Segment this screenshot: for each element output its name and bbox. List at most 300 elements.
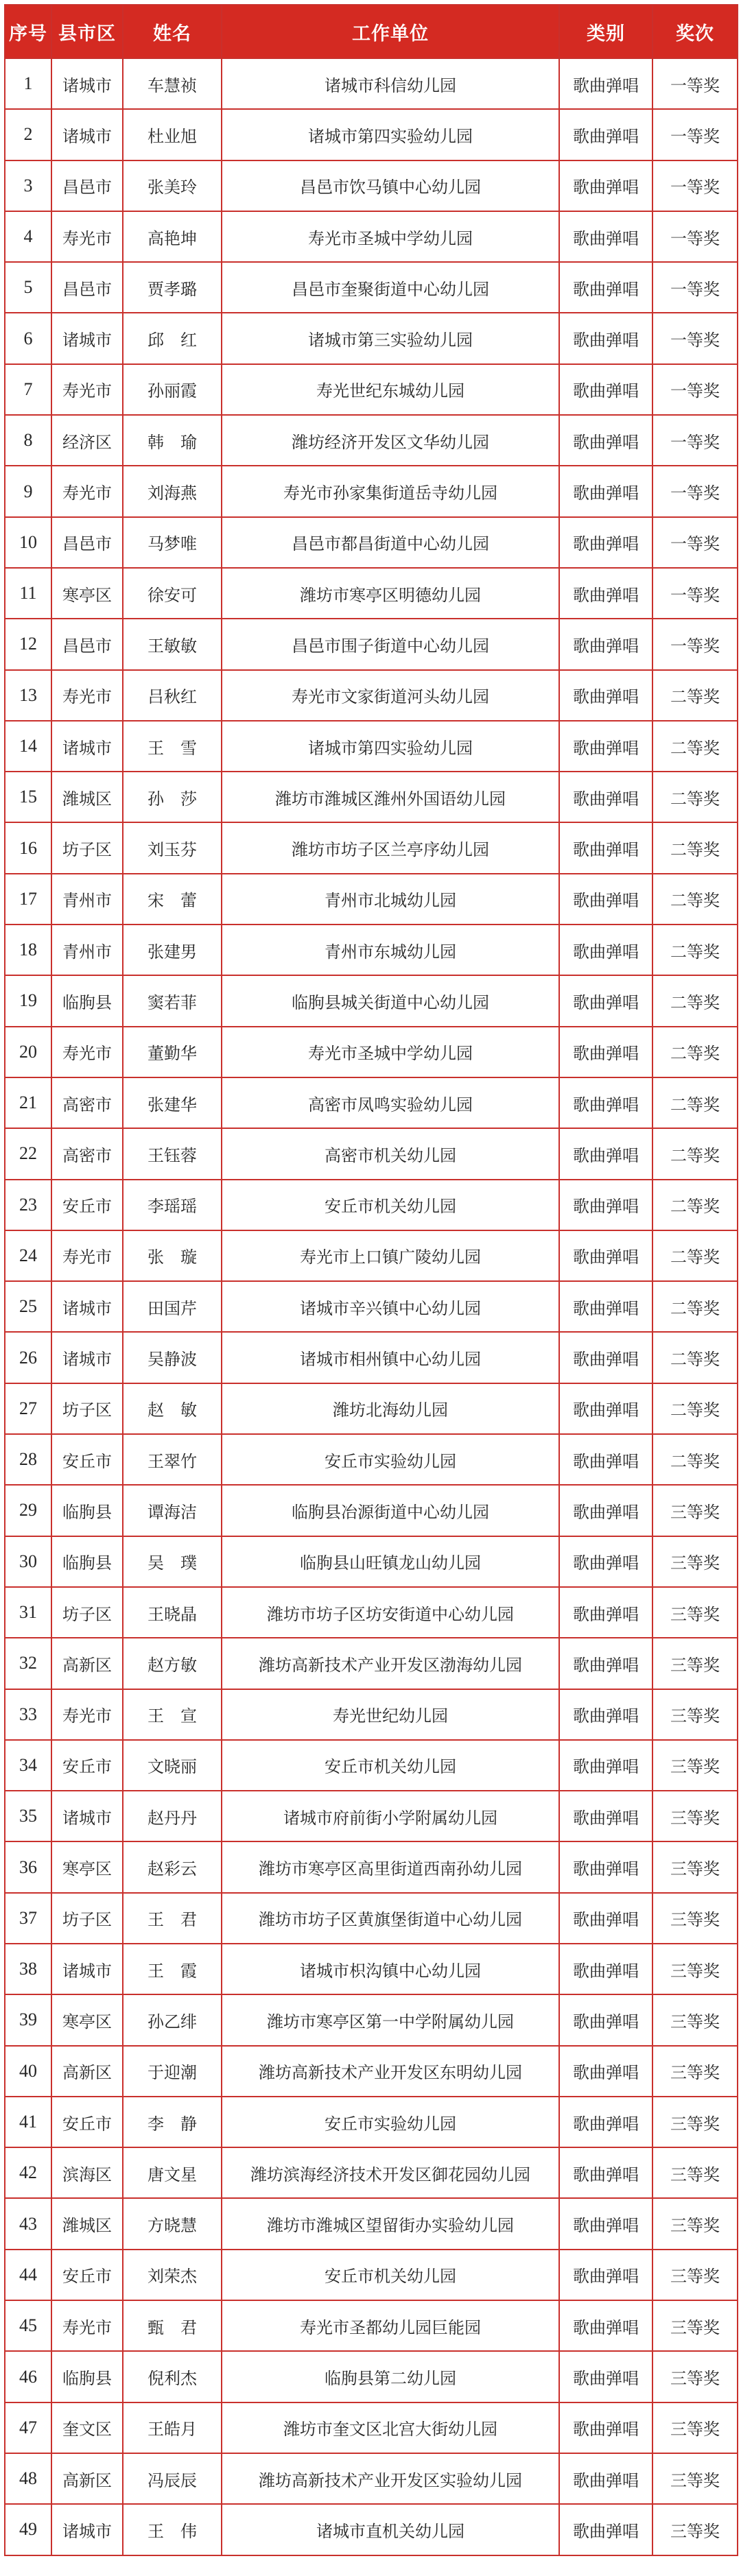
- cell-index: 7: [5, 364, 51, 415]
- cell-unit: 潍坊市寒亭区明德幼儿园: [222, 568, 559, 619]
- table-row: [5, 1893, 738, 1944]
- cell-name: 王皓月: [123, 2402, 222, 2453]
- table-row: [5, 2198, 738, 2249]
- cell-county: 潍城区: [51, 2198, 123, 2249]
- table-row: [5, 568, 738, 619]
- table-row: [5, 1128, 738, 1179]
- cell-unit: 临朐县城关街道中心幼儿园: [222, 975, 559, 1026]
- cell-name: 冯辰辰: [123, 2453, 222, 2504]
- cell-name: 王 霞: [123, 1944, 222, 1994]
- cell-county: 青州市: [51, 925, 123, 975]
- cell-unit: 安丘市实验幼儿园: [222, 2097, 559, 2147]
- cell-name: 邱 红: [123, 313, 222, 363]
- table-row: [5, 160, 738, 211]
- cell-name: 赵方敏: [123, 1638, 222, 1689]
- cell-unit: 诸城市直机关幼儿园: [222, 2504, 559, 2555]
- cell-award: 二等奖: [652, 874, 738, 925]
- cell-category: 歌曲弹唱: [559, 772, 652, 822]
- cell-category: 歌曲弹唱: [559, 109, 652, 160]
- cell-county: 诸城市: [51, 721, 123, 772]
- cell-unit: 诸城市第三实验幼儿园: [222, 313, 559, 363]
- cell-name: 吴静波: [123, 1332, 222, 1383]
- cell-award: 三等奖: [652, 2097, 738, 2147]
- table-row: [5, 109, 738, 160]
- cell-name: 甄 君: [123, 2300, 222, 2351]
- cell-county: 诸城市: [51, 1281, 123, 1332]
- cell-unit: 潍坊北海幼儿园: [222, 1383, 559, 1434]
- cell-county: 寿光市: [51, 670, 123, 721]
- cell-award: 二等奖: [652, 822, 738, 873]
- table-row: [5, 1180, 738, 1230]
- cell-award: 一等奖: [652, 262, 738, 313]
- cell-category: 歌曲弹唱: [559, 1027, 652, 1077]
- cell-name: 赵彩云: [123, 1841, 222, 1892]
- cell-county: 寒亭区: [51, 1994, 123, 2045]
- cell-unit: 潍坊市寒亭区第一中学附属幼儿园: [222, 1994, 559, 2045]
- cell-award: 二等奖: [652, 1383, 738, 1434]
- table-row: [5, 1332, 738, 1383]
- cell-name: 徐安可: [123, 568, 222, 619]
- cell-category: 歌曲弹唱: [559, 1638, 652, 1689]
- header-category: 类别: [559, 5, 652, 58]
- cell-category: 歌曲弹唱: [559, 2147, 652, 2198]
- cell-index: 24: [5, 1230, 51, 1281]
- cell-unit: 寿光世纪东城幼儿园: [222, 364, 559, 415]
- cell-county: 诸城市: [51, 2504, 123, 2555]
- cell-award: 二等奖: [652, 1332, 738, 1383]
- cell-name: 田国芹: [123, 1281, 222, 1332]
- cell-unit: 寿光市圣城中学幼儿园: [222, 211, 559, 262]
- cell-award: 一等奖: [652, 568, 738, 619]
- table-row: [5, 619, 738, 669]
- cell-award: 三等奖: [652, 1994, 738, 2045]
- table-row: [5, 2351, 738, 2402]
- cell-unit: 寿光市圣都幼儿园巨能园: [222, 2300, 559, 2351]
- cell-award: 三等奖: [652, 1536, 738, 1587]
- cell-name: 贾孝璐: [123, 262, 222, 313]
- table-row: [5, 1485, 738, 1536]
- cell-category: 歌曲弹唱: [559, 1230, 652, 1281]
- cell-index: 10: [5, 517, 51, 568]
- cell-county: 坊子区: [51, 1893, 123, 1944]
- cell-index: 45: [5, 2300, 51, 2351]
- table-row: [5, 1944, 738, 1994]
- cell-unit: 昌邑市都昌街道中心幼儿园: [222, 517, 559, 568]
- cell-category: 歌曲弹唱: [559, 160, 652, 211]
- cell-category: 歌曲弹唱: [559, 1536, 652, 1587]
- cell-unit: 潍坊经济开发区文华幼儿园: [222, 415, 559, 466]
- cell-county: 安丘市: [51, 1180, 123, 1230]
- cell-county: 诸城市: [51, 1791, 123, 1841]
- cell-index: 44: [5, 2250, 51, 2300]
- cell-award: 一等奖: [652, 160, 738, 211]
- cell-name: 马梦唯: [123, 517, 222, 568]
- cell-category: 歌曲弹唱: [559, 2046, 652, 2097]
- table-row: [5, 364, 738, 415]
- cell-award: 二等奖: [652, 721, 738, 772]
- cell-name: 孙乙绯: [123, 1994, 222, 2045]
- header-row: [5, 5, 738, 58]
- cell-county: 安丘市: [51, 2250, 123, 2300]
- cell-county: 寿光市: [51, 211, 123, 262]
- table-row: [5, 1230, 738, 1281]
- cell-county: 诸城市: [51, 313, 123, 363]
- cell-name: 宋 蕾: [123, 874, 222, 925]
- cell-award: 三等奖: [652, 2147, 738, 2198]
- cell-category: 歌曲弹唱: [559, 568, 652, 619]
- header-award: 奖次: [652, 5, 738, 58]
- cell-index: 22: [5, 1128, 51, 1179]
- cell-unit: 潍坊市潍城区潍州外国语幼儿园: [222, 772, 559, 822]
- cell-index: 38: [5, 1944, 51, 1994]
- cell-county: 诸城市: [51, 1332, 123, 1383]
- cell-unit: 潍坊市奎文区北宫大街幼儿园: [222, 2402, 559, 2453]
- cell-category: 歌曲弹唱: [559, 1077, 652, 1128]
- cell-index: 3: [5, 160, 51, 211]
- cell-award: 三等奖: [652, 1587, 738, 1638]
- cell-name: 李瑶瑶: [123, 1180, 222, 1230]
- cell-name: 赵丹丹: [123, 1791, 222, 1841]
- cell-award: 三等奖: [652, 1791, 738, 1841]
- table-row: [5, 1434, 738, 1485]
- table-row: [5, 211, 738, 262]
- cell-name: 倪利杰: [123, 2351, 222, 2402]
- cell-award: 三等奖: [652, 2046, 738, 2097]
- cell-unit: 诸城市相州镇中心幼儿园: [222, 1332, 559, 1383]
- cell-award: 三等奖: [652, 2402, 738, 2453]
- cell-award: 二等奖: [652, 1128, 738, 1179]
- cell-index: 20: [5, 1027, 51, 1077]
- cell-index: 21: [5, 1077, 51, 1128]
- header-unit: 工作单位: [222, 5, 559, 58]
- cell-category: 歌曲弹唱: [559, 975, 652, 1026]
- cell-unit: 青州市东城幼儿园: [222, 925, 559, 975]
- table-row: [5, 925, 738, 975]
- cell-unit: 高密市凤鸣实验幼儿园: [222, 1077, 559, 1128]
- cell-category: 歌曲弹唱: [559, 1383, 652, 1434]
- table-row: [5, 1383, 738, 1434]
- cell-category: 歌曲弹唱: [559, 2351, 652, 2402]
- cell-name: 董勤华: [123, 1027, 222, 1077]
- cell-name: 王敏敏: [123, 619, 222, 669]
- cell-county: 寒亭区: [51, 568, 123, 619]
- header-name: 姓名: [123, 5, 222, 58]
- cell-name: 张建华: [123, 1077, 222, 1128]
- table-row: [5, 1791, 738, 1841]
- cell-index: 43: [5, 2198, 51, 2249]
- cell-county: 经济区: [51, 415, 123, 466]
- cell-unit: 诸城市枳沟镇中心幼儿园: [222, 1944, 559, 1994]
- cell-name: 吕秋红: [123, 670, 222, 721]
- cell-award: 三等奖: [652, 1841, 738, 1892]
- cell-award: 三等奖: [652, 2300, 738, 2351]
- cell-index: 48: [5, 2453, 51, 2504]
- cell-index: 42: [5, 2147, 51, 2198]
- cell-category: 歌曲弹唱: [559, 313, 652, 363]
- table-row: [5, 2250, 738, 2300]
- cell-index: 23: [5, 1180, 51, 1230]
- cell-award: 一等奖: [652, 109, 738, 160]
- cell-unit: 临朐县第二幼儿园: [222, 2351, 559, 2402]
- cell-category: 歌曲弹唱: [559, 1180, 652, 1230]
- cell-category: 歌曲弹唱: [559, 2402, 652, 2453]
- cell-award: 二等奖: [652, 1230, 738, 1281]
- cell-name: 赵 敏: [123, 1383, 222, 1434]
- cell-index: 47: [5, 2402, 51, 2453]
- cell-name: 唐文星: [123, 2147, 222, 2198]
- cell-name: 张建男: [123, 925, 222, 975]
- cell-category: 歌曲弹唱: [559, 2198, 652, 2249]
- cell-unit: 潍坊高新技术产业开发区渤海幼儿园: [222, 1638, 559, 1689]
- cell-unit: 潍坊滨海经济技术开发区御花园幼儿园: [222, 2147, 559, 2198]
- cell-category: 歌曲弹唱: [559, 2453, 652, 2504]
- table-row: [5, 1027, 738, 1077]
- table-row: [5, 466, 738, 516]
- cell-index: 2: [5, 109, 51, 160]
- cell-county: 昌邑市: [51, 160, 123, 211]
- cell-category: 歌曲弹唱: [559, 2250, 652, 2300]
- cell-category: 歌曲弹唱: [559, 262, 652, 313]
- cell-unit: 安丘市机关幼儿园: [222, 2250, 559, 2300]
- cell-index: 34: [5, 1740, 51, 1791]
- cell-index: 33: [5, 1689, 51, 1740]
- table-row: [5, 2097, 738, 2147]
- cell-category: 歌曲弹唱: [559, 1434, 652, 1485]
- cell-name: 孙 莎: [123, 772, 222, 822]
- cell-name: 吴 璞: [123, 1536, 222, 1587]
- header-index: 序号: [5, 5, 51, 58]
- cell-name: 王 伟: [123, 2504, 222, 2555]
- cell-name: 王 宣: [123, 1689, 222, 1740]
- cell-county: 寿光市: [51, 364, 123, 415]
- cell-unit: 寿光市文家街道河头幼儿园: [222, 670, 559, 721]
- cell-county: 滨海区: [51, 2147, 123, 2198]
- cell-index: 37: [5, 1893, 51, 1944]
- cell-index: 13: [5, 670, 51, 721]
- cell-name: 刘玉芬: [123, 822, 222, 873]
- cell-unit: 潍坊市坊子区黄旗堡街道中心幼儿园: [222, 1893, 559, 1944]
- table-row: [5, 1281, 738, 1332]
- cell-county: 临朐县: [51, 1536, 123, 1587]
- cell-category: 歌曲弹唱: [559, 58, 652, 109]
- cell-category: 歌曲弹唱: [559, 822, 652, 873]
- cell-index: 32: [5, 1638, 51, 1689]
- cell-index: 29: [5, 1485, 51, 1536]
- cell-index: 14: [5, 721, 51, 772]
- cell-award: 二等奖: [652, 1027, 738, 1077]
- cell-index: 12: [5, 619, 51, 669]
- cell-unit: 高密市机关幼儿园: [222, 1128, 559, 1179]
- cell-county: 安丘市: [51, 2097, 123, 2147]
- cell-unit: 昌邑市饮马镇中心幼儿园: [222, 160, 559, 211]
- cell-award: 一等奖: [652, 313, 738, 363]
- cell-county: 寒亭区: [51, 1841, 123, 1892]
- cell-name: 文晓丽: [123, 1740, 222, 1791]
- cell-award: 三等奖: [652, 1689, 738, 1740]
- cell-name: 高艳坤: [123, 211, 222, 262]
- table-row: [5, 58, 738, 109]
- cell-award: 三等奖: [652, 2198, 738, 2249]
- cell-county: 潍城区: [51, 772, 123, 822]
- cell-category: 歌曲弹唱: [559, 1281, 652, 1332]
- table-header: [5, 5, 738, 58]
- table-row: [5, 975, 738, 1026]
- cell-county: 青州市: [51, 874, 123, 925]
- cell-index: 15: [5, 772, 51, 822]
- cell-county: 临朐县: [51, 2351, 123, 2402]
- cell-county: 寿光市: [51, 2300, 123, 2351]
- cell-county: 昌邑市: [51, 517, 123, 568]
- cell-award: 三等奖: [652, 1944, 738, 1994]
- table-row: [5, 670, 738, 721]
- cell-index: 46: [5, 2351, 51, 2402]
- cell-name: 张 璇: [123, 1230, 222, 1281]
- cell-unit: 诸城市辛兴镇中心幼儿园: [222, 1281, 559, 1332]
- table-row: [5, 1740, 738, 1791]
- cell-county: 高密市: [51, 1128, 123, 1179]
- cell-award: 一等奖: [652, 466, 738, 516]
- cell-county: 高新区: [51, 2453, 123, 2504]
- cell-index: 8: [5, 415, 51, 466]
- cell-county: 寿光市: [51, 1689, 123, 1740]
- table-row: [5, 2300, 738, 2351]
- cell-county: 寿光市: [51, 1230, 123, 1281]
- table-row: [5, 822, 738, 873]
- cell-category: 歌曲弹唱: [559, 1332, 652, 1383]
- cell-name: 刘荣杰: [123, 2250, 222, 2300]
- cell-category: 歌曲弹唱: [559, 211, 652, 262]
- cell-unit: 潍坊高新技术产业开发区实验幼儿园: [222, 2453, 559, 2504]
- table-row: [5, 1689, 738, 1740]
- cell-county: 临朐县: [51, 975, 123, 1026]
- cell-category: 歌曲弹唱: [559, 670, 652, 721]
- cell-category: 歌曲弹唱: [559, 721, 652, 772]
- cell-index: 49: [5, 2504, 51, 2555]
- cell-category: 歌曲弹唱: [559, 1994, 652, 2045]
- cell-award: 三等奖: [652, 2250, 738, 2300]
- table-row: [5, 874, 738, 925]
- cell-award: 二等奖: [652, 772, 738, 822]
- cell-category: 歌曲弹唱: [559, 364, 652, 415]
- cell-category: 歌曲弹唱: [559, 1841, 652, 1892]
- cell-award: 二等奖: [652, 1180, 738, 1230]
- cell-unit: 安丘市机关幼儿园: [222, 1740, 559, 1791]
- cell-index: 35: [5, 1791, 51, 1841]
- table-row: [5, 1587, 738, 1638]
- cell-name: 王翠竹: [123, 1434, 222, 1485]
- cell-index: 16: [5, 822, 51, 873]
- table-row: [5, 1536, 738, 1587]
- cell-award: 三等奖: [652, 1485, 738, 1536]
- cell-name: 王 君: [123, 1893, 222, 1944]
- award-table: [4, 4, 738, 2556]
- cell-county: 坊子区: [51, 822, 123, 873]
- cell-award: 三等奖: [652, 1893, 738, 1944]
- table-row: [5, 2402, 738, 2453]
- cell-index: 31: [5, 1587, 51, 1638]
- table-row: [5, 2453, 738, 2504]
- cell-unit: 潍坊高新技术产业开发区东明幼儿园: [222, 2046, 559, 2097]
- cell-name: 车慧祯: [123, 58, 222, 109]
- header-county: 县市区: [51, 5, 123, 58]
- cell-award: 二等奖: [652, 1434, 738, 1485]
- cell-category: 歌曲弹唱: [559, 1944, 652, 1994]
- cell-award: 一等奖: [652, 58, 738, 109]
- cell-county: 诸城市: [51, 58, 123, 109]
- cell-index: 17: [5, 874, 51, 925]
- cell-unit: 临朐县山旺镇龙山幼儿园: [222, 1536, 559, 1587]
- cell-county: 诸城市: [51, 1944, 123, 1994]
- cell-county: 安丘市: [51, 1740, 123, 1791]
- cell-category: 歌曲弹唱: [559, 1893, 652, 1944]
- table-row: [5, 1994, 738, 2045]
- cell-award: 三等奖: [652, 2504, 738, 2555]
- cell-name: 张美玲: [123, 160, 222, 211]
- cell-unit: 寿光世纪幼儿园: [222, 1689, 559, 1740]
- cell-unit: 诸城市第四实验幼儿园: [222, 721, 559, 772]
- cell-category: 歌曲弹唱: [559, 1587, 652, 1638]
- cell-name: 李 静: [123, 2097, 222, 2147]
- cell-category: 歌曲弹唱: [559, 2097, 652, 2147]
- cell-index: 26: [5, 1332, 51, 1383]
- cell-unit: 昌邑市围子街道中心幼儿园: [222, 619, 559, 669]
- cell-name: 王钰蓉: [123, 1128, 222, 1179]
- cell-unit: 安丘市机关幼儿园: [222, 1180, 559, 1230]
- cell-name: 于迎潮: [123, 2046, 222, 2097]
- cell-county: 高新区: [51, 1638, 123, 1689]
- cell-unit: 安丘市实验幼儿园: [222, 1434, 559, 1485]
- cell-name: 刘海燕: [123, 466, 222, 516]
- cell-unit: 诸城市府前街小学附属幼儿园: [222, 1791, 559, 1841]
- table-row: [5, 262, 738, 313]
- cell-unit: 寿光市孙家集街道岳寺幼儿园: [222, 466, 559, 516]
- table-row: [5, 1841, 738, 1892]
- cell-county: 高新区: [51, 2046, 123, 2097]
- cell-index: 1: [5, 58, 51, 109]
- cell-name: 孙丽霞: [123, 364, 222, 415]
- cell-index: 6: [5, 313, 51, 363]
- cell-name: 王 雪: [123, 721, 222, 772]
- cell-unit: 潍坊市坊子区坊安街道中心幼儿园: [222, 1587, 559, 1638]
- cell-index: 36: [5, 1841, 51, 1892]
- cell-county: 坊子区: [51, 1587, 123, 1638]
- cell-award: 二等奖: [652, 1281, 738, 1332]
- cell-award: 一等奖: [652, 211, 738, 262]
- cell-award: 一等奖: [652, 415, 738, 466]
- cell-award: 三等奖: [652, 1740, 738, 1791]
- cell-category: 歌曲弹唱: [559, 1485, 652, 1536]
- cell-category: 歌曲弹唱: [559, 619, 652, 669]
- cell-award: 三等奖: [652, 2351, 738, 2402]
- cell-unit: 诸城市科信幼儿园: [222, 58, 559, 109]
- cell-unit: 青州市北城幼儿园: [222, 874, 559, 925]
- cell-category: 歌曲弹唱: [559, 1689, 652, 1740]
- cell-unit: 昌邑市奎聚街道中心幼儿园: [222, 262, 559, 313]
- cell-unit: 寿光市上口镇广陵幼儿园: [222, 1230, 559, 1281]
- cell-category: 歌曲弹唱: [559, 2300, 652, 2351]
- cell-county: 昌邑市: [51, 262, 123, 313]
- cell-county: 临朐县: [51, 1485, 123, 1536]
- cell-index: 4: [5, 211, 51, 262]
- table-row: [5, 721, 738, 772]
- cell-name: 杜业旭: [123, 109, 222, 160]
- cell-index: 11: [5, 568, 51, 619]
- cell-award: 二等奖: [652, 925, 738, 975]
- cell-county: 奎文区: [51, 2402, 123, 2453]
- cell-award: 二等奖: [652, 975, 738, 1026]
- cell-county: 诸城市: [51, 109, 123, 160]
- cell-index: 25: [5, 1281, 51, 1332]
